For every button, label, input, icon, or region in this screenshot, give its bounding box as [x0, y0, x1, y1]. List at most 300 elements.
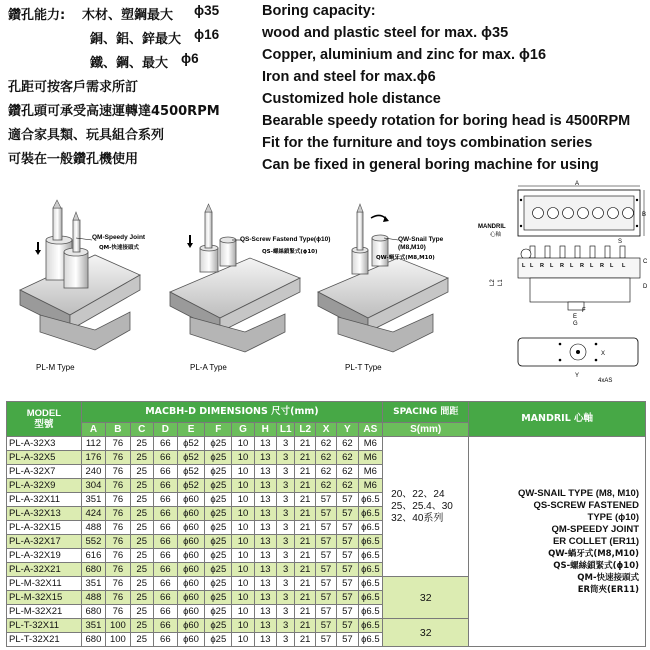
- dimension-cell: 351: [81, 577, 105, 591]
- dimension-cell: 57: [337, 493, 358, 507]
- model-cell: PL-A-32X19: [7, 549, 82, 563]
- dimension-cell: 3: [276, 479, 295, 493]
- dimension-cell: 21: [295, 577, 315, 591]
- dimension-cell: 21: [295, 521, 315, 535]
- dimension-cell: 57: [315, 535, 336, 549]
- dimension-cell: 351: [81, 619, 105, 633]
- model-cell: PL-A-32X17: [7, 535, 82, 549]
- spacing-cell-pl-t: 32: [383, 619, 469, 647]
- col-a: A: [81, 423, 105, 437]
- dimension-cell: 13: [254, 507, 276, 521]
- dimension-cell: ϕ6.5: [358, 507, 383, 521]
- dimension-cell: 21: [295, 563, 315, 577]
- dimension-cell: 3: [276, 507, 295, 521]
- dimension-cell: 13: [254, 563, 276, 577]
- dimension-cell: 21: [295, 591, 315, 605]
- col-y: Y: [337, 423, 358, 437]
- col-f: F: [205, 423, 232, 437]
- mandril-cell: [469, 437, 646, 647]
- dimension-cell: 66: [153, 521, 177, 535]
- dim-l2: L2: [490, 279, 496, 286]
- dimension-cell: 13: [254, 437, 276, 451]
- svg-text:R: R: [580, 263, 584, 269]
- pl-m-label-en: QM-Speedy Joint: [92, 234, 146, 241]
- model-cell: PL-A-32X21: [7, 563, 82, 577]
- spacing-cell-pl-m: 32: [383, 577, 469, 619]
- dim-a: A: [575, 181, 580, 187]
- dimension-cell: 13: [254, 577, 276, 591]
- dimension-cell: 76: [106, 493, 130, 507]
- dimension-cell: ϕ25: [205, 507, 232, 521]
- dimension-cell: ϕ25: [205, 493, 232, 507]
- model-cell: PL-M-32X15: [7, 591, 82, 605]
- dimension-cell: ϕ25: [205, 437, 232, 451]
- dimension-cell: ϕ25: [205, 549, 232, 563]
- side-view: [518, 246, 640, 310]
- dimension-cell: 25: [130, 521, 153, 535]
- svg-text:R: R: [560, 263, 564, 269]
- dimension-cell: ϕ60: [177, 605, 204, 619]
- svg-text:L: L: [590, 263, 594, 269]
- dimension-cell: ϕ25: [205, 619, 232, 633]
- dimension-cell: 488: [81, 591, 105, 605]
- dimension-cell: 25: [130, 605, 153, 619]
- dimension-cell: 13: [254, 479, 276, 493]
- dimension-cell: 3: [276, 591, 295, 605]
- mandril-line: ER筒夾(ER11): [577, 584, 639, 595]
- dimension-cell: 680: [81, 563, 105, 577]
- technical-drawing: [460, 178, 650, 398]
- dimension-cell: 3: [276, 465, 295, 479]
- table-row: [7, 437, 646, 451]
- dimension-cell: 25: [130, 619, 153, 633]
- dimension-cell: 13: [254, 633, 276, 647]
- dimension-cell: 10: [232, 465, 254, 479]
- dimension-cell: 25: [130, 563, 153, 577]
- svg-text:R: R: [540, 263, 544, 269]
- dimension-cell: 351: [81, 493, 105, 507]
- dimension-cell: 21: [295, 437, 315, 451]
- dimension-cell: 57: [337, 591, 358, 605]
- dimension-cell: 25: [130, 549, 153, 563]
- dimension-cell: 57: [337, 549, 358, 563]
- pl-a-label-en: QS-Screw Fastend Type(ϕ10): [240, 236, 331, 243]
- dimension-cell: ϕ60: [177, 493, 204, 507]
- dimension-cell: 66: [153, 619, 177, 633]
- dimension-cell: 680: [81, 605, 105, 619]
- dimension-cell: 76: [106, 451, 130, 465]
- dimension-cell: 62: [337, 479, 358, 493]
- pl-m-label-zh: QM-快速接頭式: [99, 245, 139, 251]
- capacity-copper-value: ϕ16: [194, 27, 220, 42]
- dimension-cell: 25: [130, 465, 153, 479]
- dimension-cell: 112: [81, 437, 105, 451]
- dimension-cell: ϕ25: [205, 451, 232, 465]
- dimension-cell: 3: [276, 619, 295, 633]
- dimension-cell: ϕ60: [177, 563, 204, 577]
- model-cell: PL-T-32X21: [7, 633, 82, 647]
- dimension-cell: 66: [153, 479, 177, 493]
- spacing-line: 32、40系列: [391, 512, 444, 524]
- col-as: AS: [358, 423, 383, 437]
- dimension-cell: ϕ25: [205, 535, 232, 549]
- dimension-cell: ϕ52: [177, 465, 204, 479]
- dimension-cell: 66: [153, 493, 177, 507]
- dimension-cell: 57: [315, 633, 336, 647]
- dim-d: D: [643, 284, 648, 290]
- svg-text:L: L: [530, 263, 534, 269]
- dimension-cell: 76: [106, 591, 130, 605]
- dimension-cell: M6: [358, 465, 383, 479]
- dimension-cell: ϕ25: [205, 633, 232, 647]
- dim-4xas: 4xAS: [598, 378, 613, 384]
- dimension-cell: 10: [232, 479, 254, 493]
- dimension-cell: ϕ25: [205, 577, 232, 591]
- svg-text:L: L: [610, 263, 614, 269]
- dim-b: B: [642, 212, 647, 218]
- dimension-cell: M6: [358, 451, 383, 465]
- dimension-cell: 25: [130, 479, 153, 493]
- dimension-cell: 25: [130, 633, 153, 647]
- model-cell: PL-A-32X7: [7, 465, 82, 479]
- model-header: [7, 402, 82, 437]
- dimension-cell: 25: [130, 493, 153, 507]
- dimension-cell: 10: [232, 619, 254, 633]
- dimension-cell: 57: [315, 549, 336, 563]
- dimension-cell: 100: [106, 619, 130, 633]
- svg-text:R: R: [600, 263, 604, 269]
- spec-table: [6, 401, 646, 647]
- capacity-label-zh: 鑽孔能力:: [8, 8, 66, 23]
- dimension-cell: 25: [130, 591, 153, 605]
- dimension-cell: 57: [315, 493, 336, 507]
- dimension-cell: ϕ25: [205, 605, 232, 619]
- dimension-cell: 424: [81, 507, 105, 521]
- dimension-cell: ϕ60: [177, 619, 204, 633]
- en-line: Copper, aluminium and zinc for max. ϕ16: [262, 47, 547, 63]
- col-l2: L2: [295, 423, 315, 437]
- dimension-cell: 57: [315, 507, 336, 521]
- dimension-cell: ϕ6.5: [358, 619, 383, 633]
- dimension-cell: ϕ60: [177, 535, 204, 549]
- dim-y: Y: [575, 373, 580, 379]
- dimension-cell: ϕ60: [177, 591, 204, 605]
- model-cell: PL-A-32X9: [7, 479, 82, 493]
- dimension-cell: 13: [254, 591, 276, 605]
- dimension-cell: 304: [81, 479, 105, 493]
- dimension-cell: 66: [153, 437, 177, 451]
- dimension-cell: ϕ52: [177, 437, 204, 451]
- mandril-line: QM-SPEEDY JOINT: [551, 523, 639, 535]
- dimension-cell: 62: [315, 479, 336, 493]
- dimension-cell: 66: [153, 451, 177, 465]
- dimension-cell: 10: [232, 521, 254, 535]
- dim-f: F: [582, 308, 586, 314]
- dimension-cell: 3: [276, 549, 295, 563]
- dimension-cell: ϕ60: [177, 521, 204, 535]
- dimension-cell: 76: [106, 465, 130, 479]
- svg-text:L: L: [570, 263, 574, 269]
- dimension-cell: 57: [315, 577, 336, 591]
- dimension-cell: 21: [295, 493, 315, 507]
- dimension-cell: ϕ6.5: [358, 535, 383, 549]
- capacity-iron-zh: 鐵、鋼、最大: [90, 56, 169, 71]
- dimension-cell: ϕ6.5: [358, 605, 383, 619]
- pl-m-caption: PL-M Type: [36, 363, 75, 372]
- mandril-label-en: MANDRIL: [478, 224, 506, 230]
- col-l1: L1: [276, 423, 295, 437]
- mandril-line: QW-蝸牙式(M8,M10): [548, 548, 639, 559]
- dimension-cell: 21: [295, 605, 315, 619]
- dimension-cell: 616: [81, 549, 105, 563]
- dimension-cell: 21: [295, 549, 315, 563]
- dimension-cell: 240: [81, 465, 105, 479]
- en-line: Boring capacity:: [262, 3, 376, 19]
- spacing-line: 20、22、24: [391, 488, 445, 500]
- en-line: Fit for the furniture and toys combination series: [262, 135, 593, 151]
- pl-a-illustration: [170, 204, 300, 352]
- dimension-cell: 25: [130, 577, 153, 591]
- dimension-cell: 21: [295, 535, 315, 549]
- dimension-cell: 76: [106, 577, 130, 591]
- model-header-en: MODEL: [26, 408, 61, 419]
- dimension-cell: 10: [232, 563, 254, 577]
- dimension-cell: 21: [295, 465, 315, 479]
- dimension-cell: 10: [232, 507, 254, 521]
- model-cell: PL-M-32X21: [7, 605, 82, 619]
- dimension-cell: 3: [276, 563, 295, 577]
- model-cell: PL-A-32X15: [7, 521, 82, 535]
- dimension-cell: 66: [153, 465, 177, 479]
- svg-text:L: L: [622, 263, 626, 269]
- dimension-cell: 3: [276, 605, 295, 619]
- dimension-cell: 3: [276, 451, 295, 465]
- mandril-line: TYPE (ϕ10): [587, 511, 639, 523]
- dimension-cell: 76: [106, 549, 130, 563]
- dimension-cell: 57: [337, 633, 358, 647]
- dimension-cell: 66: [153, 535, 177, 549]
- col-g: G: [232, 423, 254, 437]
- dimension-cell: 13: [254, 493, 276, 507]
- en-line: Can be fixed in general boring machine for using: [262, 157, 599, 173]
- dimension-cell: 3: [276, 535, 295, 549]
- dimension-cell: 10: [232, 451, 254, 465]
- model-cell: PL-A-32X13: [7, 507, 82, 521]
- dimension-cell: 25: [130, 535, 153, 549]
- dimension-cell: 66: [153, 591, 177, 605]
- dimension-cell: 76: [106, 521, 130, 535]
- custom-distance-zh: 孔距可按客戶需求所訂: [8, 80, 139, 95]
- dimensions-header: MACBH-D DIMENSIONS 尺寸(mm): [81, 402, 382, 423]
- dimension-cell: 76: [106, 535, 130, 549]
- col-b: B: [106, 423, 130, 437]
- dimension-cell: 57: [337, 563, 358, 577]
- model-cell: PL-A-32X5: [7, 451, 82, 465]
- dimension-cell: ϕ25: [205, 563, 232, 577]
- dimension-cell: 3: [276, 437, 295, 451]
- dimension-cell: ϕ60: [177, 549, 204, 563]
- mandril-line: ER COLLET (ER11): [552, 535, 639, 547]
- dimension-cell: 13: [254, 465, 276, 479]
- dimension-cell: 57: [337, 535, 358, 549]
- dim-c: C: [643, 259, 648, 265]
- dimension-cell: ϕ25: [205, 465, 232, 479]
- dim-e: E: [573, 314, 578, 320]
- dimension-cell: ϕ6.5: [358, 549, 383, 563]
- dimension-cell: 3: [276, 577, 295, 591]
- dimension-cell: 176: [81, 451, 105, 465]
- dimension-cell: 488: [81, 521, 105, 535]
- dimension-cell: 25: [130, 451, 153, 465]
- dimension-cell: 13: [254, 521, 276, 535]
- dimension-cell: 62: [337, 465, 358, 479]
- dim-g: G: [573, 321, 578, 327]
- dimension-cell: 62: [315, 465, 336, 479]
- pl-t-label-en: QW-Snail Type: [398, 236, 444, 243]
- dimension-cell: 10: [232, 591, 254, 605]
- dimension-cell: ϕ60: [177, 577, 204, 591]
- dimension-cell: ϕ52: [177, 479, 204, 493]
- dimension-cell: 62: [315, 451, 336, 465]
- dimension-cell: ϕ52: [177, 451, 204, 465]
- dimension-cell: 66: [153, 507, 177, 521]
- col-x: X: [315, 423, 336, 437]
- dim-s: S: [618, 239, 623, 245]
- mandril-line: QS-螺絲鎖緊式(ϕ10): [553, 560, 639, 571]
- mandril-line: QM-快速接頭式: [577, 572, 639, 583]
- dimension-cell: 57: [337, 521, 358, 535]
- pl-t-label-zh: QW-蝸牙式(M8,M10): [376, 255, 435, 261]
- col-h: H: [254, 423, 276, 437]
- dimension-cell: ϕ6.5: [358, 493, 383, 507]
- dimension-cell: 25: [130, 507, 153, 521]
- dimension-cell: 10: [232, 493, 254, 507]
- dimension-cell: 76: [106, 437, 130, 451]
- dimension-cell: 10: [232, 633, 254, 647]
- en-line: Iron and steel for max.ϕ6: [262, 69, 436, 85]
- dimension-cell: 76: [106, 479, 130, 493]
- pl-a-label-zh: QS-螺絲鎖緊式(ϕ10): [262, 249, 318, 255]
- svg-text:L: L: [522, 263, 526, 269]
- dimension-cell: 57: [337, 619, 358, 633]
- dimension-cell: ϕ60: [177, 507, 204, 521]
- dimension-cell: 3: [276, 493, 295, 507]
- dimension-cell: ϕ6.5: [358, 521, 383, 535]
- dimension-cell: 25: [130, 437, 153, 451]
- dimension-cell: 10: [232, 577, 254, 591]
- dimension-cell: 57: [315, 563, 336, 577]
- model-cell: PL-T-32X11: [7, 619, 82, 633]
- dimension-cell: 21: [295, 633, 315, 647]
- dimension-cell: ϕ25: [205, 521, 232, 535]
- capacity-wood-zh: 木材、塑鋼最大: [82, 8, 174, 23]
- dimension-cell: 3: [276, 521, 295, 535]
- dimension-cell: 66: [153, 563, 177, 577]
- dimension-cell: 76: [106, 605, 130, 619]
- capacity-wood-value: ϕ35: [194, 3, 220, 18]
- dimension-cell: 66: [153, 577, 177, 591]
- spacing-unit: S(mm): [383, 423, 469, 437]
- dimension-cell: 680: [81, 633, 105, 647]
- dimension-cell: 66: [153, 549, 177, 563]
- pl-t-label-en2: (M8,M10): [398, 244, 426, 251]
- dimension-cell: 21: [295, 451, 315, 465]
- machine-zh: 可裝在一般鑽孔機使用: [8, 152, 139, 167]
- dimension-cell: 57: [315, 605, 336, 619]
- spec-table-body: [7, 437, 646, 647]
- col-c: C: [130, 423, 153, 437]
- dimension-cell: 62: [315, 437, 336, 451]
- dimension-cell: 13: [254, 549, 276, 563]
- dimension-cell: ϕ6.5: [358, 633, 383, 647]
- spacing-line: 25、25.4、30: [391, 500, 453, 512]
- dimension-cell: 10: [232, 535, 254, 549]
- pl-t-illustration: [318, 204, 448, 352]
- dimension-cell: 76: [106, 507, 130, 521]
- dimension-cell: 10: [232, 605, 254, 619]
- dimension-cell: 57: [315, 521, 336, 535]
- rpm-zh: 鑽孔頭可承受高速運轉達4500RPM: [8, 104, 220, 119]
- pl-m-illustration: [20, 200, 140, 350]
- en-line: wood and plastic steel for max. ϕ35: [262, 25, 509, 41]
- dimension-cell: 13: [254, 619, 276, 633]
- spacing-header: SPACING 間距: [383, 402, 469, 423]
- capacity-iron-value: ϕ6: [181, 51, 199, 66]
- dimension-cell: 57: [337, 605, 358, 619]
- dimension-cell: 57: [337, 507, 358, 521]
- furniture-zh: 適合家具類、玩具組合系列: [8, 128, 165, 143]
- dim-l1: L1: [498, 279, 504, 286]
- dimension-cell: M6: [358, 479, 383, 493]
- mandril-line: QS-SCREW FASTENED: [533, 499, 639, 511]
- model-cell: PL-A-32X11: [7, 493, 82, 507]
- en-line: Customized hole distance: [262, 91, 441, 107]
- dimension-cell: 13: [254, 605, 276, 619]
- dimension-cell: ϕ6.5: [358, 563, 383, 577]
- dimension-cell: M6: [358, 437, 383, 451]
- dimension-cell: ϕ25: [205, 479, 232, 493]
- mandril-header: MANDRIL 心軸: [469, 402, 646, 437]
- dimension-cell: 62: [337, 451, 358, 465]
- dimension-cell: 552: [81, 535, 105, 549]
- mandril-line: QW-SNAIL TYPE (M8, M10): [517, 487, 639, 499]
- col-d: D: [153, 423, 177, 437]
- dimension-cell: 21: [295, 619, 315, 633]
- dimension-cell: 21: [295, 479, 315, 493]
- dimension-cell: ϕ25: [205, 591, 232, 605]
- dimension-cell: 62: [337, 437, 358, 451]
- col-e: E: [177, 423, 204, 437]
- dimension-cell: 76: [106, 563, 130, 577]
- model-cell: PL-A-32X3: [7, 437, 82, 451]
- dimension-cell: ϕ6.5: [358, 591, 383, 605]
- dimension-cell: 57: [337, 577, 358, 591]
- dimension-cell: 10: [232, 549, 254, 563]
- dimension-cell: ϕ60: [177, 633, 204, 647]
- dimension-cell: 13: [254, 451, 276, 465]
- dimension-cell: 57: [315, 619, 336, 633]
- dimension-cell: 66: [153, 633, 177, 647]
- dimension-cell: ϕ6.5: [358, 577, 383, 591]
- dimension-cell: 66: [153, 605, 177, 619]
- pl-a-caption: PL-A Type: [190, 363, 227, 372]
- dimension-cell: 13: [254, 535, 276, 549]
- capacity-copper-zh: 銅、鋁、鋅最大: [90, 32, 182, 47]
- dimension-cell: 3: [276, 633, 295, 647]
- dimension-cell: 57: [315, 591, 336, 605]
- dimension-cell: 10: [232, 437, 254, 451]
- en-line: Bearable speedy rotation for boring head is 4500RPM: [262, 113, 631, 129]
